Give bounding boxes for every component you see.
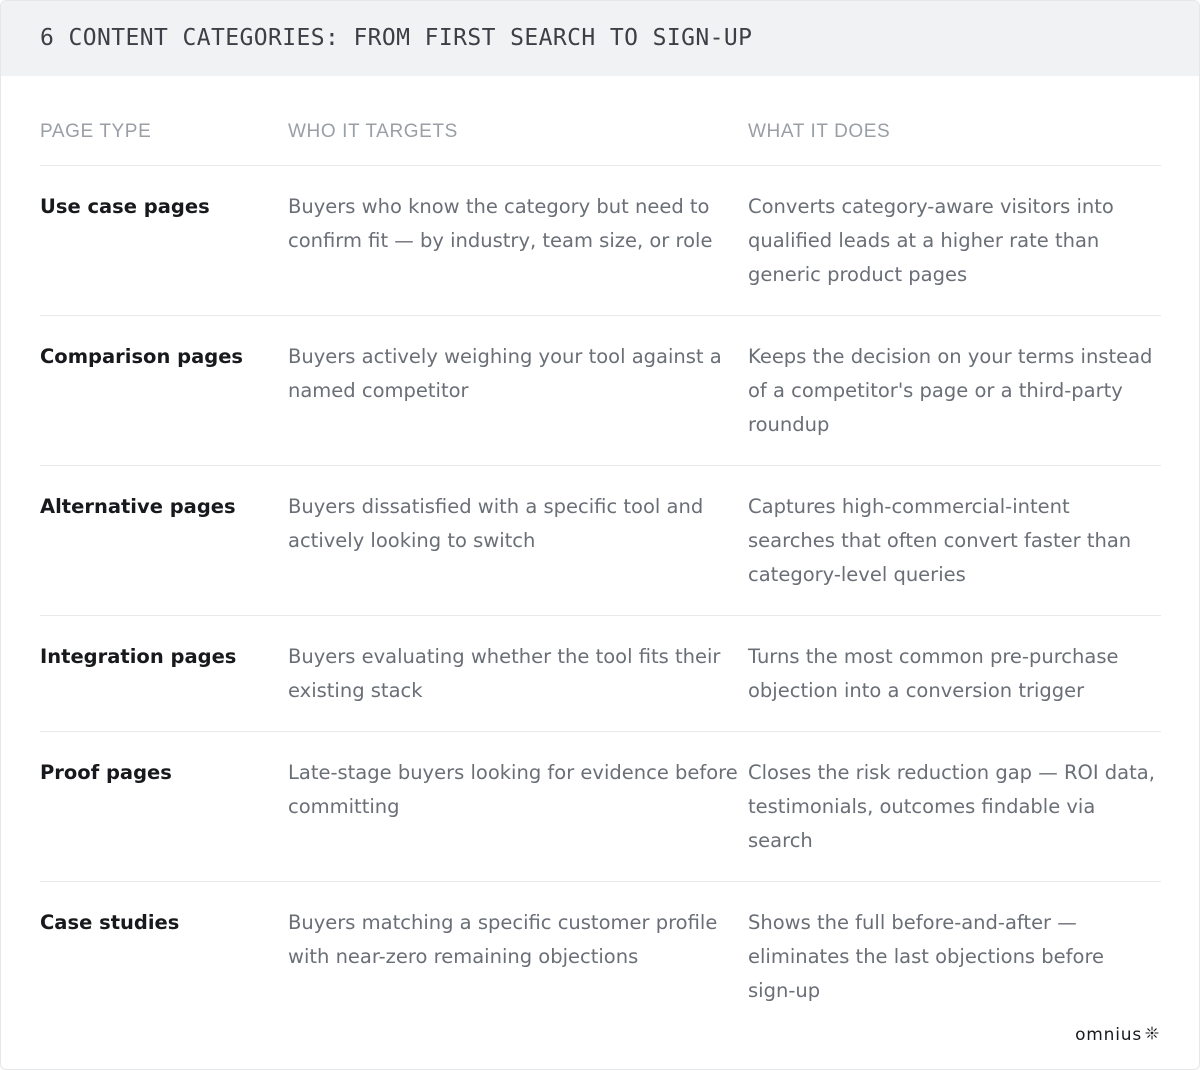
column-header-page-type: PAGE TYPE (40, 121, 152, 142)
targets-cell: Buyers who know the category but need to confirm fit — by industry, team size, or role (288, 195, 713, 252)
column-header-what-it-does: WHAT IT DOES (748, 121, 891, 142)
table-row (40, 616, 1161, 732)
sunburst-icon (1142, 1026, 1159, 1045)
targets-cell: Buyers dissatisfied with a specific tool and actively looking to switch (288, 495, 704, 552)
page-type-cell: Case studies (40, 911, 180, 934)
categories-table (40, 76, 1161, 1032)
page-type-cell: Integration pages (40, 645, 237, 668)
table-header-row (40, 76, 1161, 166)
table-row (40, 732, 1161, 882)
card-title: 6 CONTENT CATEGORIES: FROM FIRST SEARCH TO SIGN-UP (40, 24, 753, 51)
targets-cell: Late-stage buyers looking for evidence before committing (288, 761, 738, 818)
column-header-who-it-targets: WHO IT TARGETS (288, 121, 458, 142)
card-header (1, 1, 1199, 76)
targets-cell: Buyers evaluating whether the tool fits their existing stack (288, 645, 721, 702)
does-cell: Turns the most common pre-purchase objection into a conversion trigger (748, 645, 1119, 702)
omnius-logo (1075, 1025, 1159, 1045)
table-row (40, 166, 1161, 316)
does-cell: Keeps the decision on your terms instead of a competitor's page or a third-party roundup (748, 345, 1153, 436)
targets-cell: Buyers actively weighing your tool against a named competitor (288, 345, 722, 402)
table-row (40, 466, 1161, 616)
does-cell: Closes the risk reduction gap — ROI data, testimonials, outcomes findable via search (748, 761, 1155, 852)
targets-cell: Buyers matching a specific customer profile with near-zero remaining objections (288, 911, 718, 968)
table-row (40, 316, 1161, 466)
logo-text: omnius (1075, 1025, 1142, 1045)
page-type-cell: Alternative pages (40, 495, 236, 518)
table-row (40, 882, 1161, 1032)
page-type-cell: Comparison pages (40, 345, 244, 368)
does-cell: Converts category-aware visitors into qualified leads at a higher rate than generic product pages (748, 195, 1114, 286)
page-type-cell: Proof pages (40, 761, 172, 784)
page-type-cell: Use case pages (40, 195, 210, 218)
does-cell: Captures high-commercial-intent searches that often convert faster than category-level queries (748, 495, 1132, 586)
does-cell: Shows the full before-and-after — eliminates the last objections before sign-up (748, 911, 1105, 1002)
